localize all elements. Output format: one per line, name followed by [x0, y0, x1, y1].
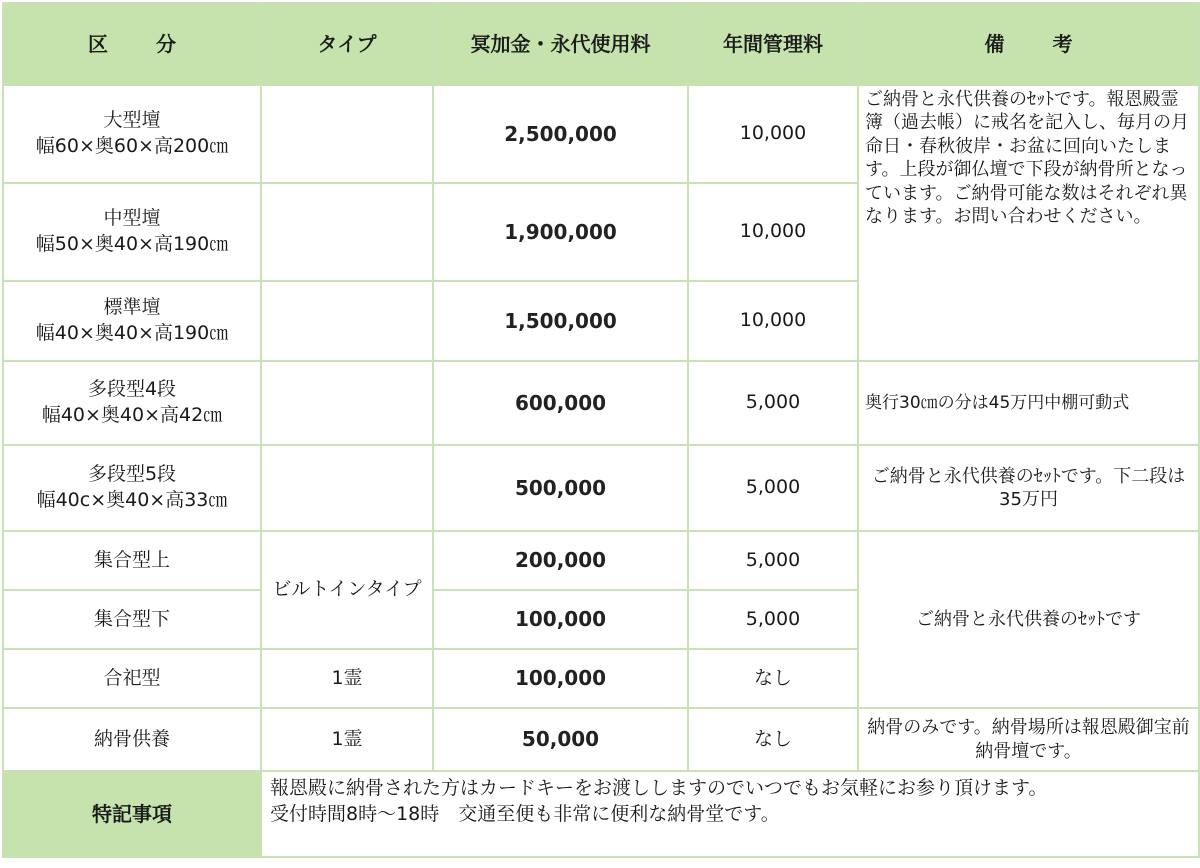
header-annual-fee: 年間管理料 — [688, 3, 858, 85]
category-cell — [3, 649, 261, 708]
category-size: 幅40c×奥40×高33㎝ — [36, 489, 228, 511]
category-name: 中型壇 — [103, 207, 161, 230]
category-name: 多段型4段 — [87, 378, 177, 401]
annual-fee-cell: なし — [688, 649, 858, 708]
price-table-container — [2, 2, 1198, 858]
header-row — [3, 3, 1199, 85]
annual-fee-cell: 10,000 — [688, 281, 858, 361]
type-cell — [261, 183, 433, 281]
type-cell — [261, 445, 433, 531]
price-cell: 100,000 — [433, 649, 688, 708]
remarks-cell-multi4: 奥行30㎝の分は45万円中棚可動式 — [858, 361, 1199, 445]
category-name: 大型壇 — [103, 109, 161, 132]
type-cell — [261, 281, 433, 361]
type-cell — [261, 361, 433, 445]
remarks-cell-group2: ご納骨と永代供養のｾｯﾄです — [858, 531, 1199, 708]
header-remarks: 備 考 — [858, 3, 1199, 85]
category-cell — [3, 531, 261, 590]
remarks-cell-nokotsu: 納骨のみです。納骨場所は報恩殿御宝前納骨壇です。 — [858, 708, 1199, 771]
type-cell-builtin: ビルトインタイプ — [261, 531, 433, 649]
special-notes-row — [3, 771, 1199, 857]
header-type: タイプ — [261, 3, 433, 85]
special-notes-label: 特記事項 — [3, 771, 261, 857]
price-cell: 500,000 — [433, 445, 688, 531]
header-price: 冥加金・永代使用料 — [433, 3, 688, 85]
annual-fee-cell: 10,000 — [688, 183, 858, 281]
category-cell — [3, 445, 261, 531]
annual-fee-cell: 5,000 — [688, 361, 858, 445]
remarks-cell-multi5: ご納骨と永代供養のｾｯﾄです。下二段は35万円 — [858, 445, 1199, 531]
table-row — [3, 708, 1199, 771]
category-size: 幅40×奥40×高42㎝ — [41, 404, 223, 426]
annual-fee-cell: なし — [688, 708, 858, 771]
category-name: 集合型上 — [93, 548, 170, 571]
table-row — [3, 361, 1199, 445]
category-cell — [3, 708, 261, 771]
price-cell: 1,900,000 — [433, 183, 688, 281]
annual-fee-cell: 5,000 — [688, 445, 858, 531]
price-cell: 50,000 — [433, 708, 688, 771]
price-cell: 600,000 — [433, 361, 688, 445]
price-cell: 2,500,000 — [433, 85, 688, 183]
special-notes-text — [261, 771, 1199, 857]
table-row — [3, 445, 1199, 531]
category-cell — [3, 85, 261, 183]
category-cell — [3, 361, 261, 445]
price-cell: 200,000 — [433, 531, 688, 590]
category-name: 多段型5段 — [87, 463, 177, 486]
category-size: 幅50×奥40×高190㎝ — [35, 233, 229, 255]
table-row — [3, 85, 1199, 183]
price-cell: 1,500,000 — [433, 281, 688, 361]
table-row — [3, 531, 1199, 590]
type-cell: 1霊 — [261, 708, 433, 771]
category-name: 標準壇 — [103, 296, 161, 319]
type-cell — [261, 85, 433, 183]
annual-fee-cell: 10,000 — [688, 85, 858, 183]
category-name: 納骨供養 — [93, 727, 170, 750]
price-table — [2, 2, 1200, 858]
annual-fee-cell: 5,000 — [688, 531, 858, 590]
category-name: 合祀型 — [103, 666, 161, 689]
category-size: 幅60×奥60×高200㎝ — [35, 135, 229, 157]
price-cell: 100,000 — [433, 590, 688, 649]
header-category: 区 分 — [3, 3, 261, 85]
type-cell: 1霊 — [261, 649, 433, 708]
special-notes-line1: 報恩殿に納骨された方はカードキーをお渡ししますのでいつでもお気軽にお参り頂けます。 — [270, 777, 1048, 799]
remarks-cell-group1: ご納骨と永代供養のｾｯﾄです。報恩殿霊簿（過去帳）に戒名を記入し、毎月の月命日・春秋彼岸・お盆に回向いたします。上段が御仏壇で下段が納骨所となっています。ご納骨可能な数はそれぞれ異なります。お問い合わせください。 — [858, 85, 1199, 361]
category-cell — [3, 281, 261, 361]
annual-fee-cell: 5,000 — [688, 590, 858, 649]
category-cell — [3, 183, 261, 281]
category-name: 集合型下 — [93, 607, 170, 630]
category-cell — [3, 590, 261, 649]
special-notes-line2: 受付時間8時～18時 交通至便も非常に便利な納骨堂です。 — [270, 802, 780, 825]
category-size: 幅40×奥40×高190㎝ — [35, 322, 229, 344]
